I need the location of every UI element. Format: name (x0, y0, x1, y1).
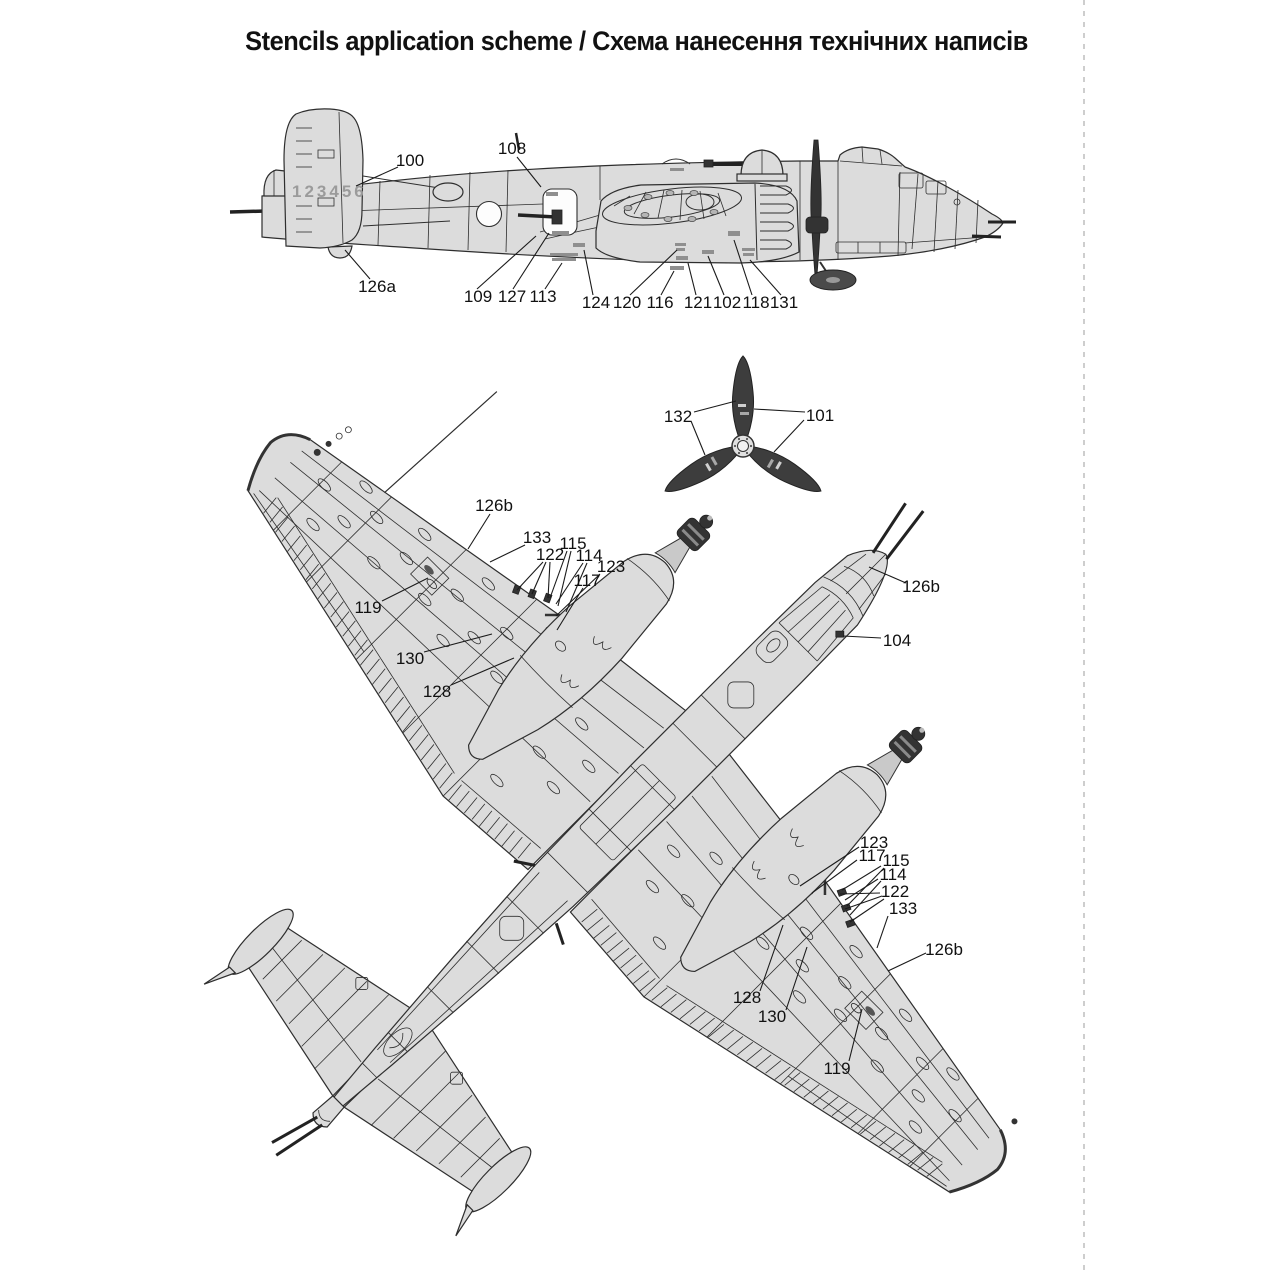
nose-gun-barrel (865, 503, 914, 552)
callout-117-right: 117 (858, 846, 886, 865)
callout-124: 124 (581, 293, 611, 312)
tail-bumper (328, 246, 352, 258)
callout-128-left: 128 (422, 682, 452, 701)
tail-number: 123456 (292, 182, 367, 201)
callout-123-right: 123 (859, 833, 889, 852)
engine-nacelle-side (596, 181, 799, 263)
callout-100: 100 (395, 151, 425, 170)
callout-126b-right: 126b (925, 940, 963, 959)
pitot-tube-icon (384, 386, 496, 498)
nose-pitot (972, 236, 1001, 237)
callout-133-left: 133 (522, 528, 552, 547)
callout-126b-left: 126b (475, 496, 513, 515)
callout-108: 108 (497, 139, 527, 158)
callout-102: 102 (712, 293, 742, 312)
callout-132: 132 (663, 407, 693, 426)
tail-turret-top (268, 1089, 346, 1167)
waist-porthole (477, 202, 502, 227)
callout-121: 121 (683, 293, 713, 312)
callout-114-right: 114 (879, 865, 907, 884)
callout-116: 116 (646, 293, 674, 312)
callout-127: 127 (497, 287, 527, 306)
callout-119-left: 119 (354, 598, 382, 617)
callout-123-left: 123 (596, 557, 626, 576)
stencil-104-mark (836, 631, 844, 637)
callout-114-left: 114 (575, 546, 603, 565)
callout-119-right: 119 (823, 1059, 851, 1078)
callout-115-left: 115 (559, 534, 587, 553)
callout-104: 104 (882, 631, 912, 650)
callout-117-left: 117 (573, 571, 601, 590)
callout-109: 109 (463, 287, 493, 306)
callout-131: 131 (769, 293, 799, 312)
nose-gun-barrel (881, 511, 929, 559)
aircraft-top-view (0, 150, 1273, 1273)
antenna-mast-icon (549, 923, 570, 944)
callout-115-right: 115 (882, 851, 910, 870)
callout-130-right: 130 (757, 1007, 787, 1026)
callout-120: 120 (612, 293, 642, 312)
callout-130-left: 130 (395, 649, 425, 668)
propeller-front-view (660, 356, 826, 500)
callout-113: 113 (529, 287, 557, 306)
callout-128-right: 128 (732, 988, 762, 1007)
tail-fin (284, 109, 367, 248)
callout-122-left: 122 (535, 545, 565, 564)
callout-101: 101 (805, 406, 835, 425)
aircraft-side-view (230, 109, 1016, 290)
callout-126b-nose: 126b (902, 577, 940, 596)
page-title: Stencils application scheme / Схема нанесення технічних написів (245, 26, 1028, 56)
callout-133-right: 133 (888, 899, 918, 918)
callout-118: 118 (742, 293, 770, 312)
callout-126a: 126a (358, 277, 396, 296)
tail-gun-barrel (230, 211, 266, 212)
callout-122-right: 122 (880, 882, 910, 901)
